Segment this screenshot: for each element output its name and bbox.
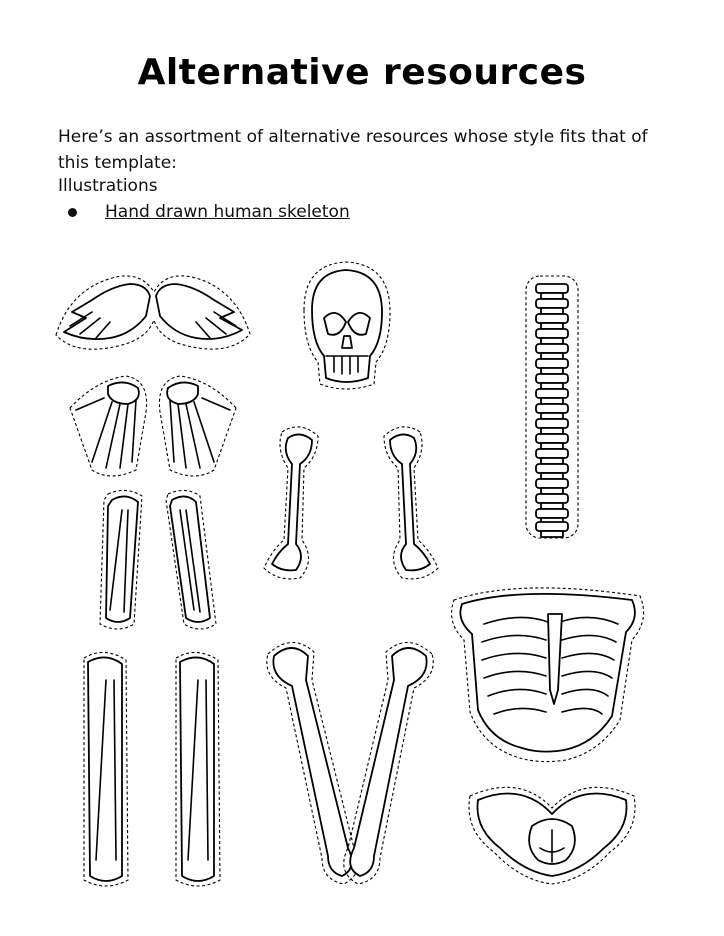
link-hand-drawn-human-skeleton[interactable]: Hand drawn human skeleton: [105, 202, 350, 222]
lower-leg-bones-icon: [84, 652, 220, 886]
bullet-icon: [68, 208, 77, 217]
hand-bones-icon: [70, 376, 236, 476]
ribcage-icon: [452, 588, 644, 762]
list-item: [58, 202, 350, 222]
skull-icon: [304, 262, 390, 389]
page-title: Alternative resources: [137, 52, 587, 93]
skeleton-illustration: [0, 250, 724, 936]
thigh-bones-icon: [267, 642, 433, 884]
section-label-illustrations: Illustrations: [58, 176, 158, 196]
spine-icon: [526, 276, 578, 538]
upper-arm-bones-icon: [264, 427, 438, 579]
hands-icon: [56, 276, 250, 349]
intro-text: Here’s an assortment of alternative resources whose style fits that of this template:: [58, 127, 648, 173]
resource-list: [58, 202, 350, 222]
forearm-bones-icon: [100, 490, 216, 629]
pelvis-icon: [469, 787, 635, 884]
